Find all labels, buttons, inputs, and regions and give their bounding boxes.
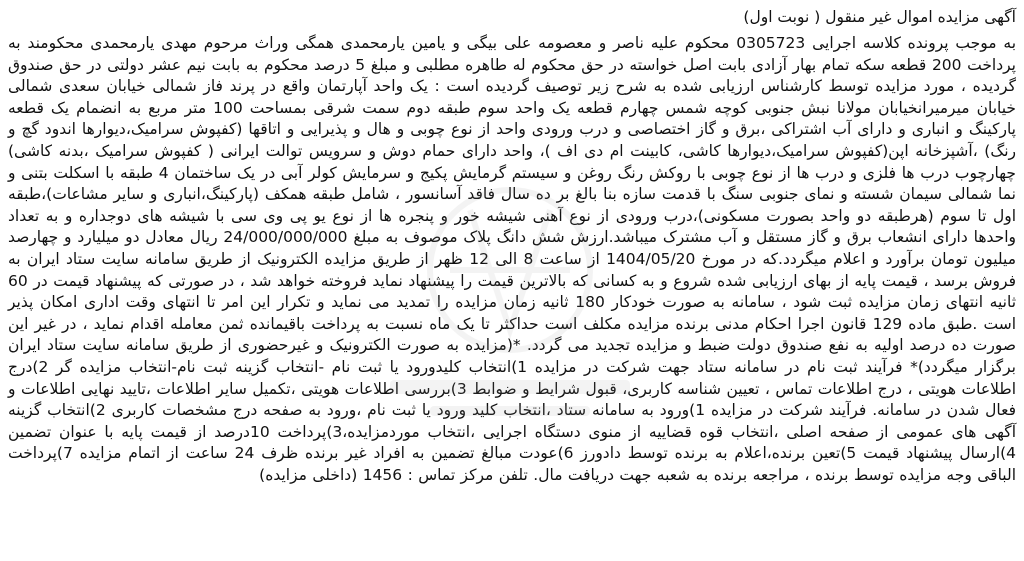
- notice-body: به موجب پرونده کلاسه اجرایی 0305723 محکوم علیه ناصر و معصومه علی بیگی و یامین یارمحمدی همگی وراث مرحوم مهدی یارمحمدی محکومند به پرداخت 200 قطعه سکه تمام بهار آزادی بابت اصل خواسته در حق محکوم له طاهره مطلبی و مبلغ 5 درصد محکوم به بابت نیم عشر دولتی در حق صندوق گردیده ، مورد مزایده توسط کارشناس ارزیابی شده به شرح زیر توصیف گردیده است : یک واحد آپارتمان واقع در پرند فاز شمالی خیابان سعدی شمالی خیابان میرمیرانخیابان مولانا نبش جنوبی کوچه شمس چهارم قطعه یک واحد سوم طبقه دوم سمت شرقی بمساحت 100 متر مربع به انضمام یک قطعه پارکینگ و انباری و دارای آب اشتراکی ،برق و گاز اختصاصی و درب ورودی واحد از نوع چوبی و هال و پذیرایی و اتاقها (کفپوش سرامیک،دیوارها اندود گچ و رنگ) ،آشپزخانه اپن(کفپوش سرامیک،دیوارها کاشی، کابینت ام دی اف )، واحد دارای حمام دوش و سرویس توالت ایرانی ( کفپوش سرامیک ،بدنه کاشی) چهارچوب درب ها فلزی و درب ها از نوع چوبی با روکش رنگ روغن و سیستم گرمایش پکیج و سرمایش کولر آبی در یک ساختمان 4 طبقه با اسکلت بتنی و نما شمالی سیمان شسته و نمای جنوبی سنگ با قدمت سازه بنا بالغ بر ده سال فاقد آسانسور ، شامل طبقه همکف (پارکینگ،انباری و سایر مشاعات)،طبقه اول تا سوم (هرطبقه دو واحد بصورت مسکونی)،درب ورودی از نوع آهنی شیشه خور و پنجره ها از نوع یو پی وی سی با شیشه های دوجداره و به تعداد واحدها دارای انشعاب برق و گاز مستقل و آب مشترک میباشد.ارزش شش دانگ پلاک موصوف به مبلغ 24/000/000/000 ریال معادل دو میلیارد و چهارصد میلیون تومان برآورد و اعلام میگردد.که در مورخ 1404/05/20 از ساعت 8 الی 12 ظهر از طریق مزایده الکترونیک از طریق سامانه سایت ستاد ایران به فروش برسد ، قیمت پایه از بهای ارزیابی شده شروع و به کسانی که بالاترین قیمت را پیشنهاد نماید فروخته خواهد شد ، در صورتی که پیشنهاد قیمت در 60 ثانیه انتهای زمان مزایده ثبت شود ، سامانه به صورت خودکار 180 ثانیه زمان مزایده را تمدید می نماید و تکرار این امر تا انتهای وقت اداری امکان پذیر است .طبق ماده 129 قانون اجرا احکام مدنی برنده مزایده مکلف است حداکثر تا یک ماه نسبت به پرداخت باقیمانده ثمن معامله اقدام نماید ، در غیر این صورت ده درصد اولیه به نفع صندوق دولت ضبط و مزایده تجدید می گردد. *(مزایده به صورت الکترونیک و غیرحضوری از طریق سامانه سایت ستاد ایران برگزار میگردد)* فرآیند ثبت نام در سامانه ستاد جهت شرکت در مزایده 1)انتخاب کلیدورود یا ثبت نام -انتخاب گزینه ثبت نام-انتخاب مزایده گر 2)درج اطلاعات هویتی ، درج اطلاعات تماس ، تعیین شناسه کاربری، قبول شرایط و ضوابط 3)بررسی اطلاعات هویتی ،تکمیل سایر اطلاعات ،تایید نهایی اطلاعات و فعال شدن در سامانه. فرآیند شرکت در مزایده 1)ورود به سامانه ستاد ،انتخاب کلید ورود یا ثبت نام ،ورود به صفحه درج مشخصات کاربری 2)انتخاب گزینه آگهی های عمومی از صفحه اصلی ،انتخاب قوه قضاییه از منوی دستگاه اجرایی ،انتخاب موردمزایده،3)پرداخت 10درصد از قیمت پایه با عنوان تضمین 4)ارسال پیشنهاد قیمت 5)تعین برنده،اعلام به برنده توسط دادورز 6)عودت مبالغ تضمین به افراد غیر برنده ظرف 24 ساعت از اتمام مزایده 7)پرداخت الباقی وجه مزایده توسط برنده ، مراجعه برنده به شعبه جهت دریافت مال. تلفن مرکز تماس : 1456 (داخلی مزایده): [8, 34, 1017, 484]
- notice-title: آگهی مزایده اموال غیر منقول ( نوبت اول): [743, 8, 1016, 26]
